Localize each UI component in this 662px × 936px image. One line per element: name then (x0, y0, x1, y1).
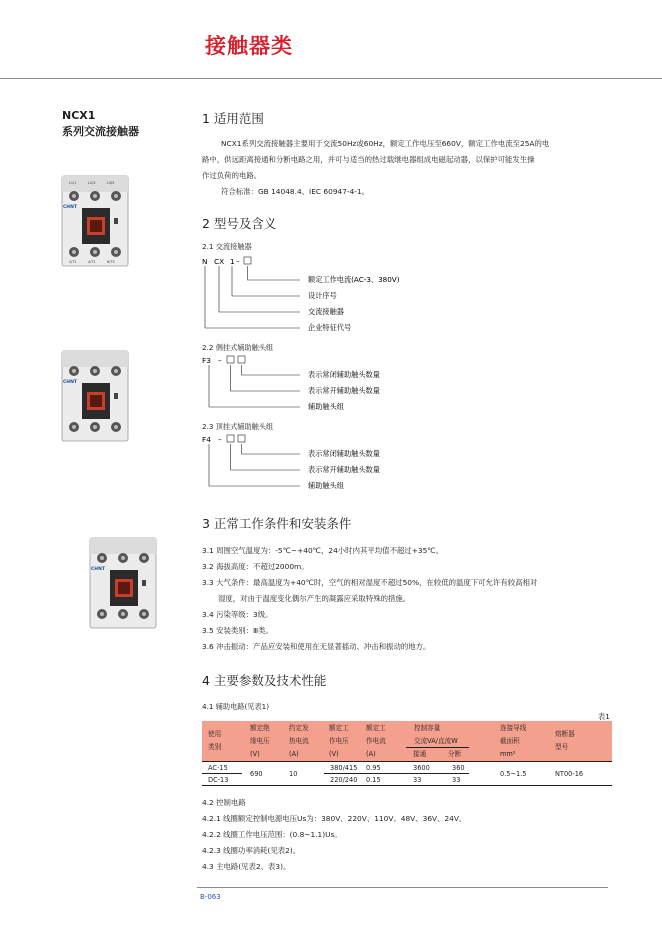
code-part: 1 (230, 257, 235, 266)
brand-logo: CHNT (63, 205, 77, 210)
s2-sub-3: 2.3 顶挂式辅助触头组 (202, 422, 274, 431)
s3-item: 3.5 安装类别：Ⅲ类。 (202, 626, 273, 635)
terminal-label: L3/5 (107, 181, 115, 185)
side-title (62, 108, 139, 140)
brand-logo: CHNT (91, 567, 105, 572)
code-label: 表示常闭辅助触头数量 (308, 370, 380, 379)
s3-item: 3.1 周围空气温度为：-5℃~+40℃，24小时内其平均值不超过+35℃。 (202, 546, 443, 555)
cell-rated-voltage: 220/240 (330, 776, 358, 784)
table-row-rule (324, 773, 469, 774)
code-part: CX (214, 257, 225, 266)
table-rule (202, 785, 612, 786)
s2-sub-2: 2.2 侧挂式辅助触头组 (202, 343, 274, 352)
terminal-label: L2/3 (88, 181, 96, 185)
section-4-title: 4 主要参数及技术性能 (202, 673, 327, 688)
header-divider (0, 78, 662, 79)
s2-sub-1: 2.1 交流接触器 (202, 242, 252, 251)
table-rule (202, 761, 612, 762)
th-control-capacity: 控制容量 交流VA/直流W (414, 724, 458, 745)
s1-paragraph-line: NCX1系列交流接触器主要用于交流50Hz或60Hz，额定工作电压至660V，额定工作电流至25A的电 (221, 139, 550, 148)
footer-divider (197, 887, 608, 888)
cell-category: DC-13 (208, 776, 229, 784)
code-label: 辅助触头组 (308, 402, 344, 411)
code-label: 交流接触器 (308, 307, 344, 316)
terminal-label: 4/T2 (88, 260, 96, 264)
cell-wire-section: 0.5~1.5 (500, 770, 527, 778)
model-code-diagram-3 (200, 432, 430, 494)
page-number: B-063 (200, 893, 221, 901)
code-part: F4 (202, 435, 211, 444)
contactor-photo (60, 345, 132, 443)
cell-insulation-voltage: 690 (250, 770, 263, 778)
th-thermal-current: 约定发 热电流 (A) (289, 724, 309, 758)
s4-item: 4.2 控制电路 (202, 798, 246, 807)
code-label: 设计序号 (308, 291, 337, 300)
table-row-rule (202, 773, 242, 774)
contactor-photo (60, 170, 132, 268)
code-label: 表示常开辅助触头数量 (308, 465, 380, 474)
cell-make: 3600 (413, 764, 430, 772)
s1-standards: 符合标准：GB 14048.4、IEC 60947-4-1。 (221, 187, 370, 196)
s4-item: 4.2.1 线圈额定控制电源电压Us为：380V、220V、110V、48V、36V、24V。 (202, 814, 467, 823)
code-label: 表示常闭辅助触头数量 (308, 449, 380, 458)
cell-fuse: NT00-16 (555, 770, 584, 778)
s1-paragraph-line: 路中，供远距离接通和分断电路之用，并可与适当的热过载继电器组成电磁起动器，以保护可能发生操 (202, 155, 535, 164)
code-label: 额定工作电流(AC-3、380V) (308, 275, 400, 284)
s4-item: 4.3 主电路(见表2、表3)。 (202, 862, 291, 871)
code-part: – (218, 435, 222, 444)
side-model-name: 系列交流接触器 (62, 125, 139, 138)
code-label: 表示常开辅助触头数量 (308, 386, 380, 395)
cell-thermal-current: 10 (289, 770, 298, 778)
section-2-title: 2 型号及含义 (202, 216, 277, 231)
terminal-label: 6/T3 (107, 260, 115, 264)
section-1-title: 1 适用范围 (202, 111, 264, 126)
side-model-code: NCX1 (62, 109, 96, 122)
section-3-title: 3 正常工作条件和安装条件 (202, 516, 352, 531)
cell-rated-voltage: 380/415 (330, 764, 358, 772)
th-wire-section: 连接导线 截面积 mm² (500, 724, 527, 758)
s4-item: 4.2.3 线圈功率消耗(见表2)。 (202, 846, 301, 855)
table-label: 表1 (598, 712, 610, 721)
cell-make: 33 (413, 776, 422, 784)
th-fuse: 熔断器 型号 (555, 730, 575, 751)
th-break: 分断 (448, 750, 462, 758)
code-label: 辅助触头组 (308, 481, 344, 490)
s4-item: 4.2.2 线圈工作电压范围：(0.8~1.1)Us。 (202, 830, 342, 839)
page-category-title: 接触器类 (205, 34, 293, 58)
cell-break: 33 (452, 776, 461, 784)
s3-item: 3.4 污染等级：3级。 (202, 610, 273, 619)
terminal-label: 2/T1 (69, 260, 77, 264)
contactor-photo (88, 532, 160, 630)
s4-sub-1: 4.1 辅助电路(见表1) (202, 702, 270, 711)
s3-item: 湿度，对由于温度变化偶尔产生的凝露应采取特殊的措施。 (218, 594, 411, 603)
code-part: – (218, 356, 222, 365)
cell-rated-current: 0.95 (366, 764, 381, 772)
code-part: – (236, 257, 240, 266)
model-code-diagram-1 (200, 254, 430, 336)
cell-break: 360 (452, 764, 465, 772)
code-part: F3 (202, 356, 211, 365)
terminal-label: L1/1 (69, 181, 77, 185)
code-part: N (202, 257, 208, 266)
model-code-diagram-2 (200, 353, 430, 415)
s3-item: 3.3 大气条件：最高温度为+40℃时，空气的相对湿度不超过50%，在较低的温度下可允许有较高相对 (202, 578, 538, 587)
s1-paragraph-line: 作过负荷的电路。 (202, 171, 262, 180)
cell-category: AC-15 (208, 764, 228, 772)
s3-item: 3.6 冲击振动：产品应安装和使用在无显著摇动、冲击和振动的地方。 (202, 642, 431, 651)
th-insulation-voltage: 额定绝 缘电压 (V) (250, 724, 270, 758)
th-make: 接通 (413, 750, 427, 758)
s3-item: 3.2 海拔高度：不超过2000m。 (202, 562, 309, 571)
th-category: 使用 类别 (208, 730, 222, 751)
code-label: 企业特征代号 (308, 323, 352, 332)
brand-logo: CHNT (63, 380, 77, 385)
cell-rated-current: 0.15 (366, 776, 381, 784)
th-rated-current: 额定工 作电流 (A) (366, 724, 386, 758)
th-rated-voltage: 额定工 作电压 (V) (329, 724, 349, 758)
